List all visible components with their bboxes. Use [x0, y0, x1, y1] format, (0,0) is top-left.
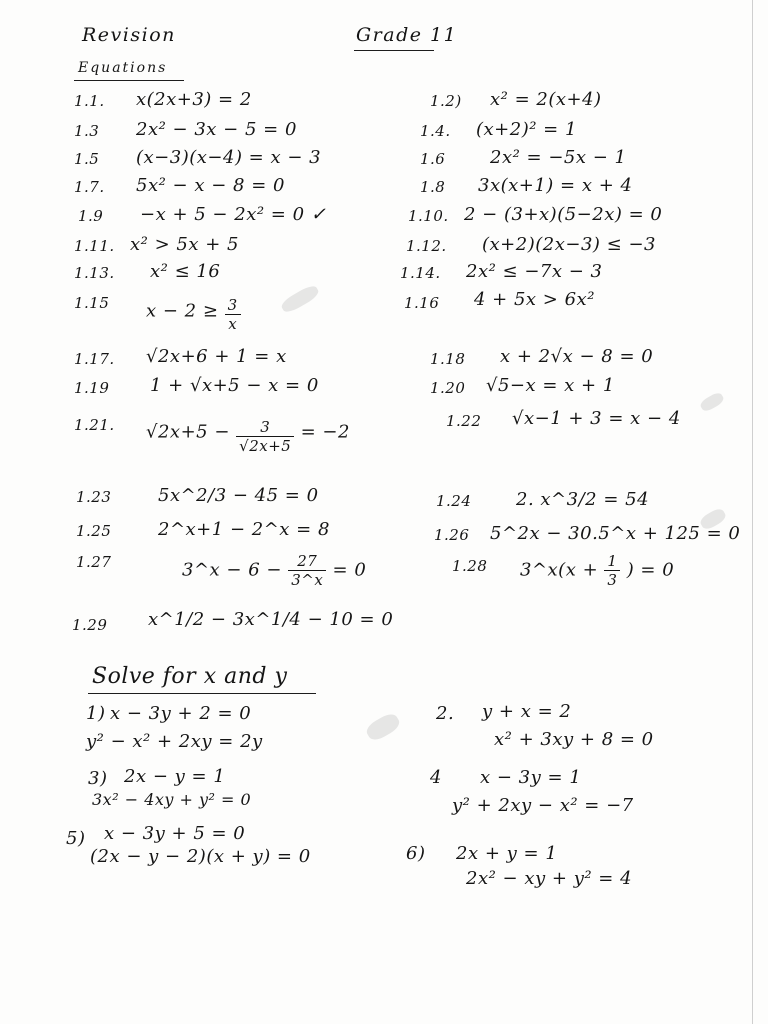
- eq-number: 1.25: [76, 522, 112, 540]
- smudge-mark: [699, 391, 726, 413]
- fraction: [604, 552, 620, 589]
- equation-text: (x+2)(2x−3) ≤ −3: [482, 234, 656, 255]
- eq-number: 1.24: [436, 492, 472, 510]
- fraction-denominator: √2x+5: [239, 437, 292, 455]
- system-line: x − 3y + 2 = 0: [110, 703, 252, 724]
- equation-text: 2. x^3/2 = 54: [516, 489, 650, 510]
- eq-number: 1.14.: [400, 264, 441, 282]
- equation-text: (x−3)(x−4) = x − 3: [136, 147, 322, 168]
- section-title: Equations: [78, 60, 168, 76]
- equation-right: ) = 0: [626, 559, 675, 581]
- fraction-denominator: 3: [607, 571, 618, 589]
- system-line: (2x − y − 2)(x + y) = 0: [90, 846, 311, 867]
- fraction: [288, 552, 326, 589]
- eq-number: 1.5: [74, 150, 100, 168]
- eq-number: 1.11.: [74, 237, 115, 255]
- equation-text: 3x(x+1) = x + 4: [478, 175, 633, 196]
- equation-text: −x + 5 − 2x² = 0 ✓: [140, 204, 327, 225]
- eq-number: 1.27: [76, 553, 112, 571]
- system-number: 5): [66, 828, 86, 849]
- equation-text: x^1/2 − 3x^1/4 − 10 = 0: [148, 609, 394, 630]
- heading-underline: [88, 693, 316, 694]
- equation-text: [146, 290, 241, 333]
- fraction-numerator: 3: [225, 296, 241, 315]
- fraction-numerator: 27: [288, 552, 326, 571]
- section-underline: [74, 80, 184, 81]
- equation-left: x − 2 ≥: [146, 300, 219, 322]
- system-number: 1): [86, 703, 106, 724]
- system-line: 3x² − 4xy + y² = 0: [92, 790, 252, 809]
- eq-number: 1.18: [430, 350, 466, 368]
- eq-number: 1.23: [76, 488, 112, 506]
- fraction-denominator: x: [228, 315, 238, 333]
- scan-edge: [752, 0, 753, 1024]
- equation-text: 2x² ≤ −7x − 3: [466, 261, 603, 282]
- equation-text: 5x² − x − 8 = 0: [136, 175, 285, 196]
- eq-number: 1.17.: [74, 350, 115, 368]
- fraction-numerator: 1: [604, 552, 620, 571]
- eq-number: 1.1.: [74, 92, 105, 110]
- eq-number: 1.12.: [406, 237, 447, 255]
- equation-left: 3^x − 6 −: [182, 559, 282, 581]
- system-line: y + x = 2: [482, 701, 572, 722]
- system-line: 2x − y = 1: [124, 766, 226, 787]
- system-line: 2x² − xy + y² = 4: [466, 868, 633, 889]
- equation-text: x(2x+3) = 2: [136, 89, 252, 110]
- smudge-mark: [364, 711, 402, 744]
- equation-text: 2x² = −5x − 1: [490, 147, 627, 168]
- equation-text: 2x² − 3x − 5 = 0: [136, 119, 297, 140]
- fraction-denominator: 3^x: [291, 571, 324, 589]
- system-number: 3): [88, 768, 108, 789]
- equation-text: 1 + √x+5 − x = 0: [150, 375, 319, 396]
- equation-text: x² = 2(x+4): [490, 89, 602, 110]
- equation-text: [520, 552, 674, 589]
- system-line: 2x + y = 1: [456, 843, 558, 864]
- eq-number: 1.8: [420, 178, 446, 196]
- equation-text: 2 − (3+x)(5−2x) = 0: [464, 204, 663, 225]
- fraction: [236, 418, 294, 455]
- equation-text: (x+2)² = 1: [476, 119, 577, 140]
- eq-number: 1.6: [420, 150, 446, 168]
- smudge-mark: [279, 283, 321, 315]
- eq-number: 1.22: [446, 412, 482, 430]
- eq-number: 1.28: [452, 557, 488, 575]
- section-heading: Solve for x and y: [92, 664, 288, 689]
- equation-text: x² ≤ 16: [150, 261, 221, 282]
- system-line: x − 3y = 1: [480, 767, 582, 788]
- eq-number: 1.21.: [74, 416, 115, 434]
- equation-text: 5^2x − 30.5^x + 125 = 0: [490, 523, 741, 544]
- system-line: x² + 3xy + 8 = 0: [494, 729, 654, 750]
- grade-label: Grade 11: [356, 24, 458, 46]
- eq-number: 1.4.: [420, 122, 451, 140]
- eq-number: 1.26: [434, 526, 470, 544]
- equation-text: x + 2√x − 8 = 0: [500, 346, 654, 367]
- system-line: x − 3y + 5 = 0: [104, 823, 246, 844]
- eq-number: 1.9: [78, 207, 104, 225]
- eq-number: 1.10.: [408, 207, 449, 225]
- system-line: y² − x² + 2xy = 2y: [86, 731, 263, 752]
- system-number: 2.: [436, 703, 455, 724]
- worksheet-title: Revision: [82, 24, 176, 46]
- equation-text: 2^x+1 − 2^x = 8: [158, 519, 330, 540]
- equation-text: √x−1 + 3 = x − 4: [512, 408, 681, 429]
- equation-text: √2x+6 + 1 = x: [146, 346, 287, 367]
- equation-text: [146, 410, 350, 455]
- system-number: 6): [406, 843, 426, 864]
- eq-number: 1.19: [74, 379, 110, 397]
- eq-number: 1.15: [74, 294, 110, 312]
- eq-number: 1.13.: [74, 264, 115, 282]
- fraction: [225, 296, 241, 333]
- eq-number: 1.16: [404, 294, 440, 312]
- fraction-numerator: 3: [236, 418, 294, 437]
- equation-text: [182, 552, 366, 589]
- equation-text: 4 + 5x > 6x²: [474, 289, 595, 310]
- eq-number: 1.7.: [74, 178, 105, 196]
- equation-text: 5x^2/3 − 45 = 0: [158, 485, 319, 506]
- system-number: 4: [430, 767, 442, 788]
- eq-number: 1.20: [430, 379, 466, 397]
- equation-right: = 0: [332, 559, 367, 581]
- equation-text: √5−x = x + 1: [486, 375, 615, 396]
- grade-underline: [354, 50, 434, 51]
- equation-left: 3^x(x +: [520, 559, 599, 581]
- system-line: y² + 2xy − x² = −7: [452, 795, 634, 816]
- eq-number: 1.29: [72, 616, 108, 634]
- eq-number: 1.3: [74, 122, 100, 140]
- eq-number: 1.2): [430, 92, 462, 110]
- equation-text: x² > 5x + 5: [130, 234, 239, 255]
- equation-right: = −2: [300, 421, 350, 443]
- equation-left: √2x+5 −: [146, 421, 230, 443]
